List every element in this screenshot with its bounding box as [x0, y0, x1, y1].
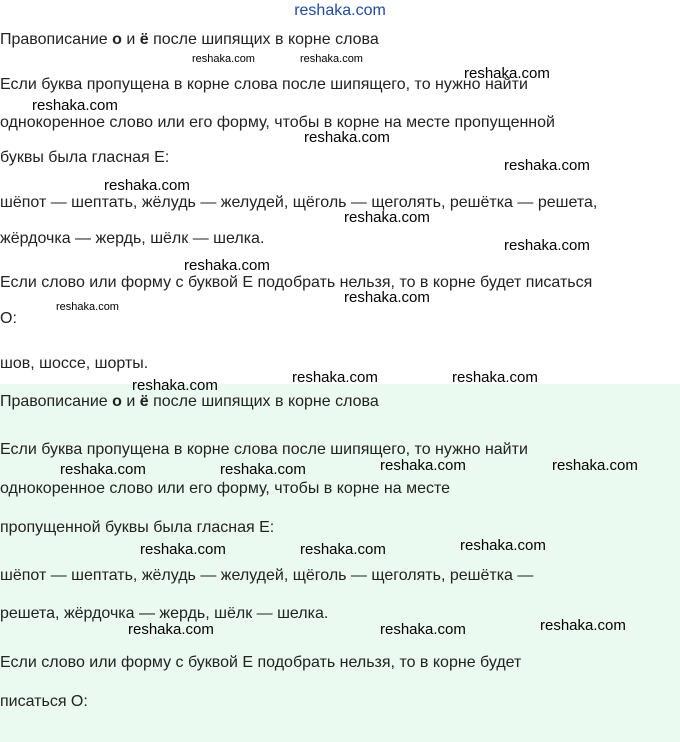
watermark: reshaka.com: [128, 621, 214, 638]
rule-block-1: [0, 27, 680, 384]
watermark: reshaka.com: [380, 621, 466, 638]
watermark: reshaka.com: [540, 617, 626, 634]
paragraph-line: пропущенной буквы была гласная Е:: [0, 519, 275, 536]
paragraph-line: буквы была гласная Е:: [0, 149, 170, 166]
watermark: reshaka.com: [552, 457, 638, 474]
paragraph-line: писаться О:: [0, 693, 88, 710]
title-mid: и: [121, 393, 140, 410]
watermark: reshaka.com: [380, 457, 466, 474]
example-line: жёрдочка — жердь, шёлк — шелка.: [0, 230, 265, 247]
watermark: reshaka.com: [344, 289, 430, 306]
watermark: reshaka.com: [504, 157, 590, 174]
site-link[interactable]: reshaka.com: [294, 2, 386, 19]
title-letter-o: о: [112, 393, 122, 410]
paragraph-line: Если буква пропущена в корне слова после шипящего, то нужно найти: [0, 441, 528, 458]
paragraph-line: О:: [0, 310, 17, 327]
watermark: reshaka.com: [292, 369, 378, 386]
watermark: reshaka.com: [184, 257, 270, 274]
title-letter-yo: ё: [139, 31, 149, 48]
watermark: reshaka.com: [300, 541, 386, 558]
watermark: reshaka.com: [300, 53, 363, 65]
watermark: reshaka.com: [32, 97, 118, 114]
block-title: [0, 30, 379, 50]
watermark: reshaka.com: [192, 53, 255, 65]
paragraph-line: однокоренное слово или его форму, чтобы в корне на месте пропущенной: [0, 114, 555, 131]
watermark: reshaka.com: [304, 129, 390, 146]
watermark: reshaka.com: [344, 209, 430, 226]
watermark: reshaka.com: [220, 461, 306, 478]
watermark: reshaka.com: [460, 537, 546, 554]
paragraph-line: Если буква пропущена в корне слова после шипящего, то нужно найти: [0, 76, 528, 93]
watermark: reshaka.com: [56, 301, 119, 313]
title-suffix: после шипящих в корне слова: [148, 393, 379, 410]
title-prefix: Правописание: [0, 393, 113, 410]
example-line: шёпот — шептать, жёлудь — желудей, щёголь — щеголять, решётка —: [0, 567, 534, 584]
example-line: шов, шоссе, шорты.: [0, 355, 149, 372]
paragraph-line: Если слово или форму с буквой Е подобрать нельзя, то в корне будет: [0, 654, 522, 671]
watermark: reshaka.com: [104, 177, 190, 194]
example-line: решета, жёрдочка — жердь, шёлк — шелка.: [0, 605, 329, 622]
paragraph-line: Если слово или форму с буквой Е подобрать нельзя, то в корне будет писаться: [0, 274, 593, 291]
title-mid: и: [121, 31, 140, 48]
watermark: reshaka.com: [140, 541, 226, 558]
watermark: reshaka.com: [60, 461, 146, 478]
block-title: [0, 392, 379, 412]
title-suffix: после шипящих в корне слова: [148, 31, 379, 48]
paragraph-line: однокоренное слово или его форму, чтобы в корне на месте: [0, 480, 451, 497]
watermark: reshaka.com: [504, 237, 590, 254]
watermark: reshaka.com: [452, 369, 538, 386]
title-prefix: Правописание: [0, 31, 113, 48]
example-line: шёпот — шептать, жёлудь — желудей, щёголь — щеголять, решётка — решета,: [0, 194, 598, 211]
watermark: reshaka.com: [464, 65, 550, 82]
watermark: reshaka.com: [132, 377, 218, 394]
rule-block-2: [0, 384, 680, 742]
title-letter-o: о: [112, 31, 122, 48]
title-letter-yo: ё: [139, 393, 149, 410]
